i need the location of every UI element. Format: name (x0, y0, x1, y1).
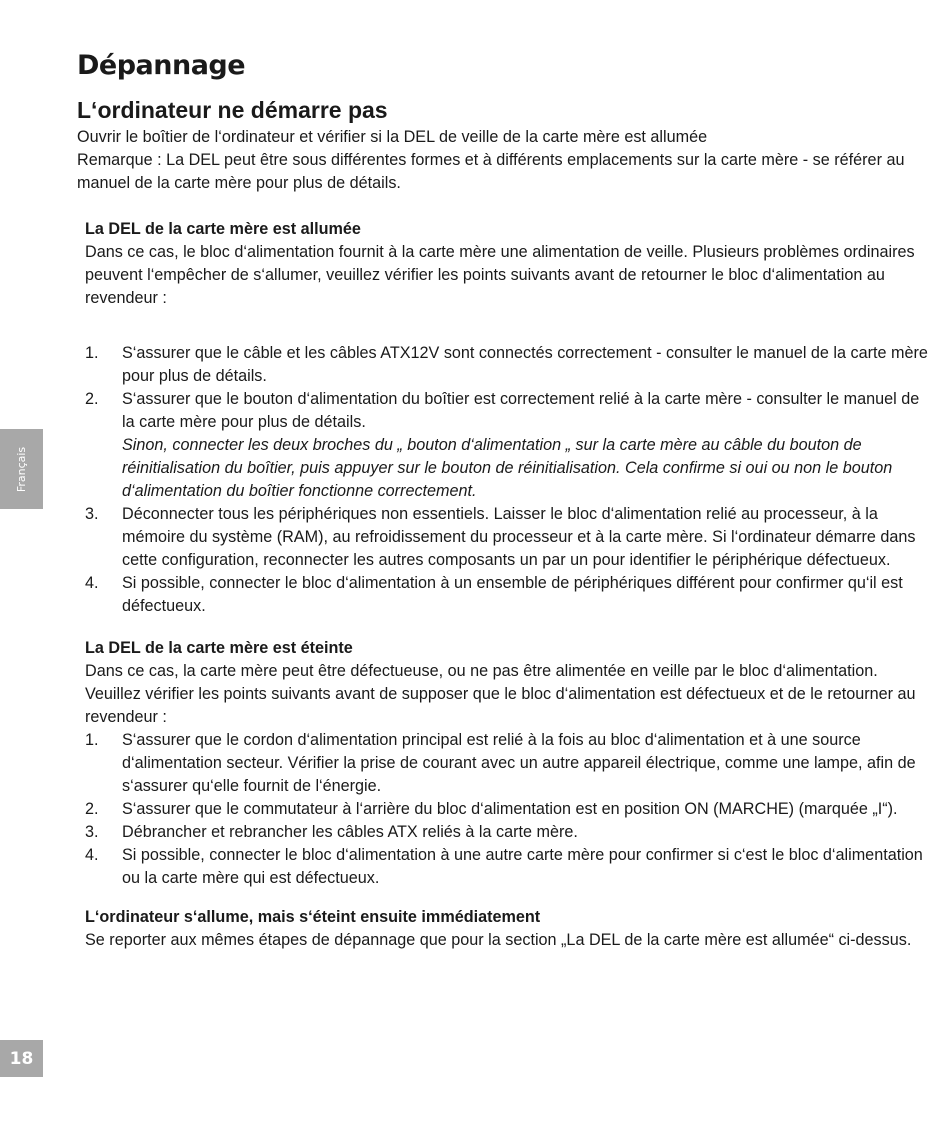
led-off-heading: La DEL de la carte mère est éteinte (85, 639, 353, 657)
shutdown-text: Se reporter aux mêmes étapes de dépannage que pour la section „La DEL de la carte mère est allumée“ ci-dessus. (85, 931, 912, 949)
item-number: 3. (85, 823, 99, 841)
list-item (85, 342, 935, 388)
item-number: 4. (85, 846, 99, 864)
item-number: 1. (85, 344, 99, 362)
item-text: S‘assurer que le commutateur à l‘arrière du bloc d‘alimentation est en position ON (MARCHE) (marquée „I“). (122, 800, 898, 818)
list-item (85, 798, 935, 821)
item-text: Déconnecter tous les périphériques non essentiels. Laisser le bloc d‘alimentation relié au processeur, à la mémoire du système (RAM), au refroidissement du processeur et à la carte mère. Si l‘ordinateur démarre dans cette configuration, reconnecter les autres composants un par un pour identifier le périphérique défectueux. (122, 505, 916, 569)
led-off-list (85, 729, 935, 890)
intro-note: Remarque : La DEL peut être sous différentes formes et à différents emplacements sur la carte mère - se référer au manuel de la carte mère pour plus de détails. (77, 151, 905, 192)
list-item (85, 572, 935, 618)
item-note: Sinon, connecter les deux broches du „ bouton d‘alimentation „ sur la carte mère au câble du bouton de réinitialisation du boîtier, puis appuyer sur le bouton de réinitialisation. Cela confirme si oui ou non le bouton d‘alimentation du boîtier fonctionne correctement. (122, 436, 893, 500)
item-number: 2. (85, 390, 99, 408)
list-item (85, 388, 935, 503)
shutdown-heading: L‘ordinateur s‘allume, mais s‘éteint ensuite immédiatement (85, 908, 541, 926)
language-label: Français (15, 446, 28, 492)
item-text: S‘assurer que le cordon d‘alimentation principal est relié à la fois au bloc d‘alimentation et à une source d‘alimentation secteur. Vérifier la prise de courant avec un autre appareil électrique, comme une lampe, afin de s‘assurer qu‘elle fournit de l‘énergie. (122, 731, 916, 795)
page-title: Dépannage (77, 50, 246, 81)
led-off-section (85, 637, 935, 890)
page-number: 18 (0, 1040, 43, 1077)
item-text: Si possible, connecter le bloc d‘alimentation à une autre carte mère pour confirmer si c‘est le bloc d‘alimentation ou la carte mère qui est défectueux. (122, 846, 923, 887)
item-number: 4. (85, 574, 99, 592)
list-item (85, 503, 935, 572)
list-item (85, 821, 935, 844)
led-off-text: Dans ce cas, la carte mère peut être défectueuse, ou ne pas être alimentée en veille par le bloc d‘alimentation. Veuillez vérifier les points suivants avant de supposer que le bloc d‘alimentation est défectueux et de le retourner au revendeur : (85, 662, 916, 726)
item-text: S‘assurer que le bouton d‘alimentation du boîtier est correctement relié à la carte mère - consulter le manuel de la carte mère pour plus de détails. (122, 390, 920, 431)
item-text: S‘assurer que le câble et les câbles ATX12V sont connectés correctement - consulter le manuel de la carte mère pour plus de détails. (122, 344, 928, 385)
led-on-heading: La DEL de la carte mère est allumée (85, 220, 361, 238)
page-content (77, 96, 935, 952)
list-item (85, 729, 935, 798)
led-on-section (85, 218, 935, 618)
item-number: 1. (85, 731, 99, 749)
item-text: Débrancher et rebrancher les câbles ATX reliés à la carte mère. (122, 823, 578, 841)
item-number: 2. (85, 800, 99, 818)
item-number: 3. (85, 505, 99, 523)
shutdown-section (85, 906, 935, 952)
list-item (85, 844, 935, 890)
section-heading: L‘ordinateur ne démarre pas (77, 97, 388, 123)
led-on-text: Dans ce cas, le bloc d‘alimentation fournit à la carte mère une alimentation de veille. Plusieurs problèmes ordinaires peuvent l‘empêcher de s‘allumer, veuillez vérifier les points suivants avant de retourner le bloc d‘alimentation au revendeur : (85, 243, 915, 307)
led-on-list (85, 342, 935, 618)
intro (77, 126, 935, 195)
item-text: Si possible, connecter le bloc d‘alimentation à un ensemble de périphériques différent pour confirmer qu‘il est défectueux. (122, 574, 903, 615)
intro-paragraph: Ouvrir le boîtier de l‘ordinateur et vérifier si la DEL de veille de la carte mère est allumée (77, 128, 708, 146)
language-tab (0, 429, 43, 509)
